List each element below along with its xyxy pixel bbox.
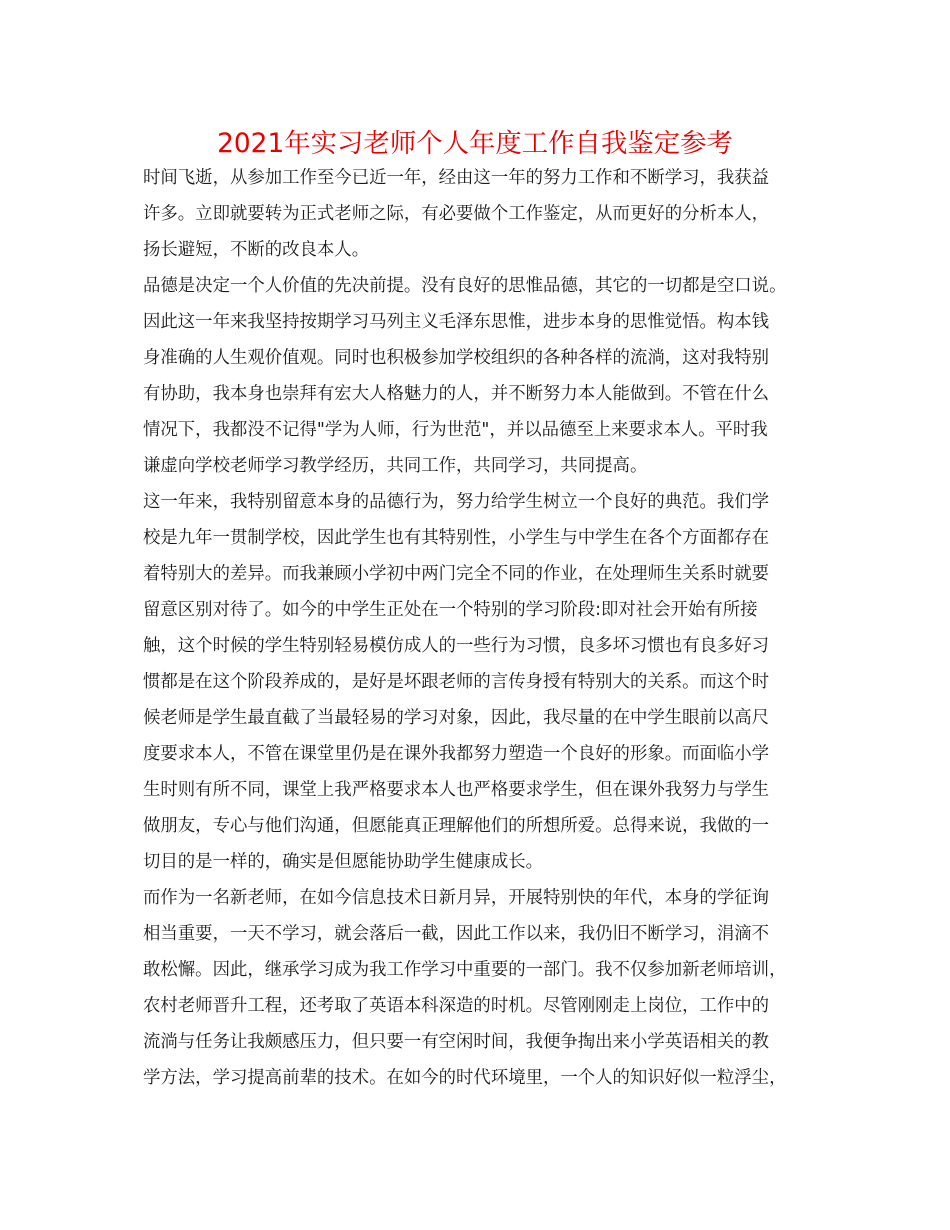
text-line: 因此这一年来我坚持按期学习马列主义毛泽东思惟，进步本身的思惟觉悟。构本钱 — [143, 312, 770, 332]
document-title: 2021年实习老师个人年度工作自我鉴定参考 — [217, 128, 733, 159]
text-line: 做朋友，专心与他们沟通，但愿能真正理解他们的所想所爱。总得来说，我做的一 — [143, 816, 770, 836]
text-line: 身准确的人生观价值观。同时也积极参加学校组织的各种各样的流淌，这对我特别 — [143, 348, 770, 368]
text-line: 学方法，学习提高前辈的技术。在如今的时代环境里，一个人的知识好似一粒浮尘， — [143, 1068, 787, 1088]
text-line: 许多。立即就要转为正式老师之际，有必要做个工作鉴定，从而更好的分析本人， — [143, 204, 770, 224]
text-line: 相当重要，一天不学习，就会落后一截，因此工作以来，我仍旧不断学习，涓滴不 — [143, 924, 770, 944]
text-line: 惯都是在这个阶段养成的，是好是坏跟老师的言传身授有特别大的关系。而这个时 — [143, 672, 770, 692]
text-line: 留意区别对待了。如今的中学生正处在一个特别的学习阶段:即对社会开始有所接 — [143, 600, 758, 620]
text-line: 有协助，我本身也崇拜有宏大人格魅力的人，并不断努力本人能做到。不管在什么 — [143, 384, 770, 404]
text-line: 扬长避短，不断的改良本人。 — [143, 240, 370, 260]
text-line: 农村老师晋升工程，还考取了英语本科深造的时机。尽管刚刚走上岗位，工作中的 — [143, 996, 770, 1016]
text-line: 触，这个时候的学生特别轻易模仿成人的一些行为习惯，良多坏习惯也有良多好习 — [143, 636, 770, 656]
text-line: 时间飞逝，从参加工作至今已近一年，经由这一年的努力工作和不断学习，我获益 — [143, 168, 770, 188]
text-line: 这一年来，我特别留意本身的品德行为，努力给学生树立一个良好的典范。我们学 — [143, 492, 770, 512]
text-line: 切目的是一样的，确实是但愿能协助学生健康成长。 — [143, 852, 543, 872]
text-line: 度要求本人，不管在课堂里仍是在课外我都努力塑造一个良好的形象。而面临小学 — [143, 744, 770, 764]
text-line: 流淌与任务让我颇感压力，但只要一有空闲时间，我便争掏出来小学英语相关的教 — [143, 1032, 770, 1052]
text-line: 候老师是学生最直截了当最轻易的学习对象，因此，我尽量的在中学生眼前以高尺 — [143, 708, 770, 728]
text-line: 校是九年一贯制学校，因此学生也有其特别性，小学生与中学生在各个方面都存在 — [143, 528, 770, 548]
text-line: 着特别大的差异。而我兼顾小学初中两门完全不同的作业，在处理师生关系时就要 — [143, 564, 770, 584]
text-line: 而作为一名新老师，在如今信息技术日新月异，开展特别快的年代，本身的学征询 — [143, 888, 770, 908]
text-line: 品德是决定一个人价值的先决前提。没有良好的思惟品德，其它的一切都是空口说。 — [143, 276, 787, 296]
text-line: 谦虚向学校老师学习教学经历，共同工作，共同学习，共同提高。 — [143, 456, 648, 476]
text-line: 情况下，我都没不记得"学为人师，行为世范"，并以品德至上来要求本人。平时我 — [143, 420, 768, 440]
text-line: 生时则有所不同，课堂上我严格要求本人也严格要求学生，但在课外我努力与学生 — [143, 780, 770, 800]
document-body — [143, 160, 823, 1096]
text-line: 敢松懈。因此，继承学习成为我工作学习中重要的一部门。我不仅参加新老师培训， — [143, 960, 787, 980]
